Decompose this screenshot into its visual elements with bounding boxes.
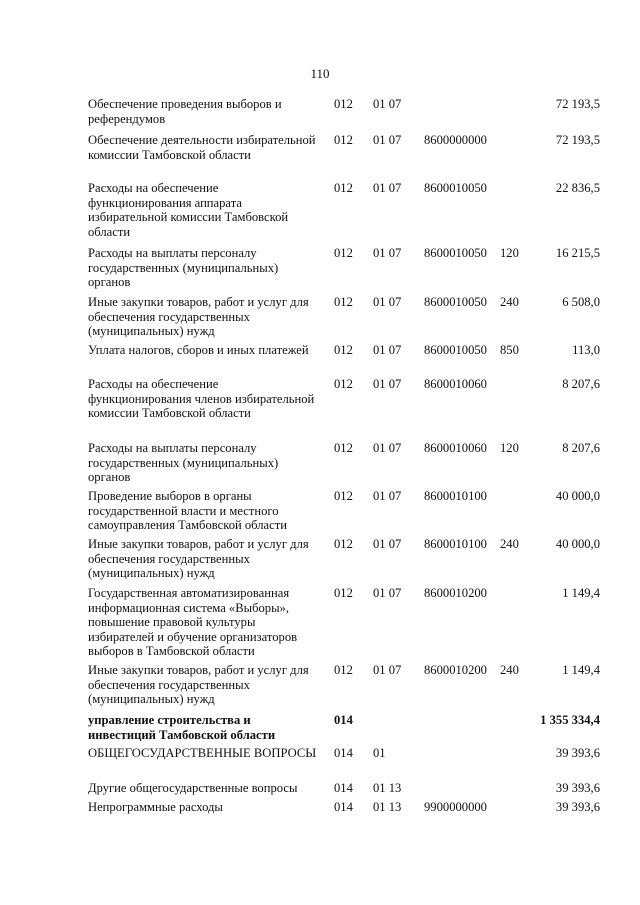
row-ved: 012 <box>334 295 353 309</box>
row-name: Другие общегосударственные вопросы <box>88 781 298 795</box>
row-name: Расходы на обеспечение функционирования аппарата избирательной комиссии Тамбовской области <box>88 181 289 239</box>
row-name: Обеспечение деятельности избирательной комиссии Тамбовской области <box>88 133 316 162</box>
row-ved: 012 <box>334 343 353 357</box>
row-csr: 9900000000 <box>424 800 487 814</box>
row-ved: 012 <box>334 377 353 391</box>
row-rz-pr: 01 07 <box>373 377 402 391</box>
row-amount: 1 355 334,4 <box>540 713 600 727</box>
row-amount: 40 000,0 <box>555 537 600 551</box>
row-csr: 8600010050 <box>424 181 487 195</box>
row-vr: 240 <box>500 295 519 309</box>
row-name: Иные закупки товаров, работ и услуг для обеспечения государственных (муниципальных) нужд <box>88 537 309 581</box>
row-name: управление строительства и инвестиций Тамбовской области <box>88 713 276 742</box>
row-ved: 014 <box>334 800 353 814</box>
row-csr: 8600010200 <box>424 586 487 600</box>
row-vr: 850 <box>500 343 519 357</box>
row-rz-pr: 01 <box>373 746 386 760</box>
row-amount: 8 207,6 <box>562 377 600 391</box>
row-csr: 8600010200 <box>424 663 487 677</box>
row-name: Расходы на обеспечение функционирования членов избирательной комиссии Тамбовской области <box>88 377 315 421</box>
row-amount: 39 393,6 <box>555 800 600 814</box>
row-amount: 22 836,5 <box>555 181 600 195</box>
row-ved: 012 <box>334 441 353 455</box>
row-rz-pr: 01 07 <box>373 537 402 551</box>
row-rz-pr: 01 07 <box>373 133 402 147</box>
row-name: Расходы на выплаты персоналу государственных (муниципальных) органов <box>88 246 279 290</box>
row-rz-pr: 01 07 <box>373 586 402 600</box>
row-rz-pr: 01 13 <box>373 781 402 795</box>
row-csr: 8600000000 <box>424 133 487 147</box>
row-ved: 012 <box>334 663 353 677</box>
row-amount: 1 149,4 <box>562 663 600 677</box>
row-ved: 012 <box>334 133 353 147</box>
row-name: Иные закупки товаров, работ и услуг для обеспечения государственных (муниципальных) нужд <box>88 295 309 339</box>
row-ved: 012 <box>334 181 353 195</box>
row-rz-pr: 01 07 <box>373 295 402 309</box>
row-amount: 1 149,4 <box>562 586 600 600</box>
row-name: Иные закупки товаров, работ и услуг для обеспечения государственных (муниципальных) нужд <box>88 663 309 707</box>
row-rz-pr: 01 07 <box>373 97 402 111</box>
row-ved: 012 <box>334 586 353 600</box>
row-rz-pr: 01 13 <box>373 800 402 814</box>
row-ved: 012 <box>334 489 353 503</box>
row-ved: 012 <box>334 246 353 260</box>
row-vr: 120 <box>500 441 519 455</box>
row-csr: 8600010050 <box>424 246 487 260</box>
page-number: 110 <box>310 66 330 81</box>
row-amount: 39 393,6 <box>555 781 600 795</box>
row-ved: 014 <box>334 713 353 727</box>
row-csr: 8600010050 <box>424 295 487 309</box>
row-ved: 012 <box>334 97 353 111</box>
row-name: Уплата налогов, сборов и иных платежей <box>88 343 309 357</box>
row-amount: 39 393,6 <box>555 746 600 760</box>
row-csr: 8600010060 <box>424 441 487 455</box>
row-amount: 72 193,5 <box>555 97 600 111</box>
row-csr: 8600010060 <box>424 377 487 391</box>
row-ved: 014 <box>334 746 353 760</box>
row-rz-pr: 01 07 <box>373 181 402 195</box>
row-name: ОБЩЕГОСУДАРСТВЕННЫЕ ВОПРОСЫ <box>88 746 317 760</box>
row-amount: 72 193,5 <box>555 133 600 147</box>
row-vr: 120 <box>500 246 519 260</box>
row-rz-pr: 01 07 <box>373 343 402 357</box>
row-rz-pr: 01 07 <box>373 489 402 503</box>
row-name: Обеспечение проведения выборов и референдумов <box>88 97 282 126</box>
row-csr: 8600010050 <box>424 343 487 357</box>
row-name: Расходы на выплаты персоналу государственных (муниципальных) органов <box>88 441 279 485</box>
row-csr: 8600010100 <box>424 537 487 551</box>
row-ved: 012 <box>334 537 353 551</box>
row-amount: 6 508,0 <box>562 295 600 309</box>
row-csr: 8600010100 <box>424 489 487 503</box>
row-vr: 240 <box>500 663 519 677</box>
row-amount: 8 207,6 <box>562 441 600 455</box>
row-vr: 240 <box>500 537 519 551</box>
row-name: Непрограммные расходы <box>88 800 223 814</box>
row-ved: 014 <box>334 781 353 795</box>
row-rz-pr: 01 07 <box>373 246 402 260</box>
row-amount: 16 215,5 <box>555 246 600 260</box>
row-name: Государственная автоматизированная информационная система «Выборы», повышение правовой культуры избирателей и обучение организаторов выборов в Тамбовской области <box>88 586 298 659</box>
row-amount: 40 000,0 <box>555 489 600 503</box>
row-name: Проведение выборов в органы государственной власти и местного самоуправления Тамбовской области <box>88 489 287 533</box>
row-rz-pr: 01 07 <box>373 441 402 455</box>
row-amount: 113,0 <box>572 343 600 357</box>
row-rz-pr: 01 07 <box>373 663 402 677</box>
